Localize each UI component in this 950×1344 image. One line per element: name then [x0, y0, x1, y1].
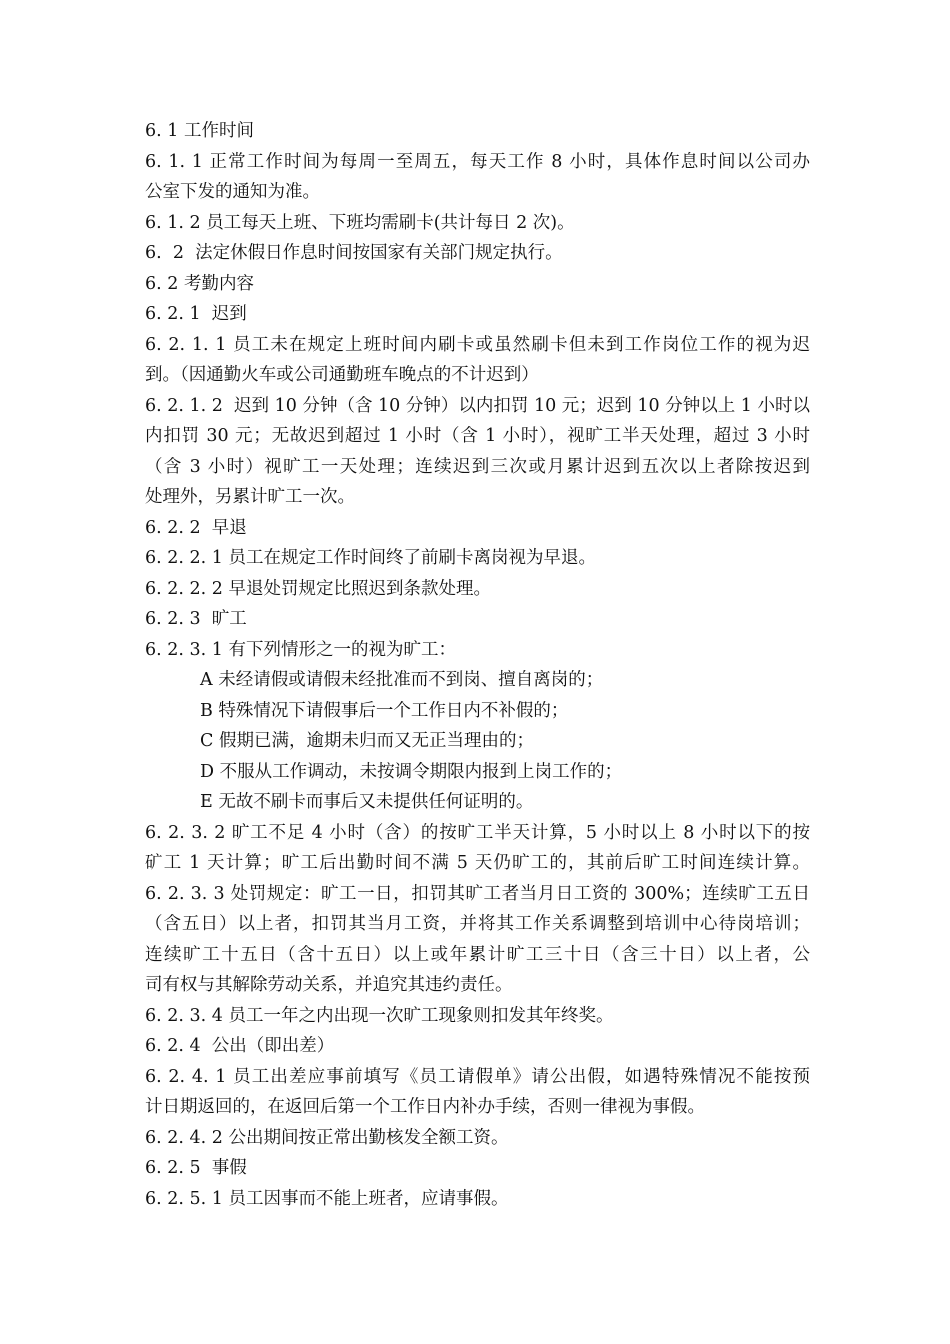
- text-line: （含五日）以上者，扣罚其当月工资，并将其工作关系调整到培训中心待岗培训；: [145, 914, 810, 934]
- text-line: 到。（因通勤火车或公司通勤班车晚点的不计迟到）: [145, 365, 539, 385]
- text-line: 6. 2. 5. 1 员工因事而不能上班者，应请事假。: [145, 1188, 509, 1209]
- document-body: [145, 116, 810, 1214]
- list-item: D 不服从工作调动，未按调令期限内报到上岗工作的；: [200, 761, 623, 782]
- text-line: 6. 2. 3. 3 处罚规定：旷工一日，扣罚其旷工者当月日工资的 300%；连续旷工五日: [145, 883, 810, 904]
- text-line: 6. 2. 3. 1 有下列情形之一的视为旷工：: [145, 639, 456, 660]
- text-line: 6. 2 法定休假日作息时间按国家有关部门规定执行。: [145, 243, 563, 263]
- text-line: 6. 2. 2 早退: [145, 517, 247, 538]
- text-line: 6. 2. 3 旷工: [145, 609, 247, 629]
- text-line: 6. 1 工作时间: [145, 121, 254, 141]
- text-line: 连续旷工十五日（含十五日）以上或年累计旷工三十日（含三十日）以上者，公: [145, 944, 810, 965]
- text-line: 6. 2 考勤内容: [145, 273, 254, 294]
- list-item: B 特殊情况下请假事后一个工作日内不补假的；: [200, 700, 569, 721]
- list-item: C 假期已满，逾期未归而又无正当理由的；: [200, 731, 534, 751]
- text-line: 处理外，另累计旷工一次。: [145, 487, 355, 507]
- text-line: 6. 1. 2 员工每天上班、下班均需刷卡(共计每日 2 次)。: [145, 212, 575, 233]
- text-line: 6. 2. 2. 1 员工在规定工作时间终了前刷卡离岗视为早退。: [145, 548, 596, 568]
- list-item: A 未经请假或请假未经批准而不到岗、擅自离岗的；: [200, 670, 604, 690]
- text-line: 6. 1. 1 正常工作时间为每周一至周五，每天工作 8 小时，具体作息时间以公司办: [145, 151, 810, 172]
- text-line: 内扣罚 30 元；无故迟到超过 1 小时（含 1 小时），视旷工半天处理，超过 3 小时: [145, 426, 810, 446]
- text-line: 公室下发的通知为准。: [145, 182, 320, 202]
- text-line: 6. 2. 1. 1 员工未在规定上班时间内刷卡或虽然刷卡但未到工作岗位工作的视为迟: [145, 334, 810, 355]
- text-line: 6. 2. 1 迟到: [145, 304, 247, 324]
- text-line: 6. 2. 4. 2 公出期间按正常出勤核发全额工资。: [145, 1127, 509, 1148]
- text-line: 司有权与其解除劳动关系，并追究其违约责任。: [145, 975, 513, 995]
- text-line: 计日期返回的，在返回后第一个工作日内补办手续，否则一律视为事假。: [145, 1097, 705, 1117]
- text-line: 6. 2. 2. 2 早退处罚规定比照迟到条款处理。: [145, 578, 491, 599]
- text-line: 6. 2. 4 公出（即出差）: [145, 1036, 335, 1056]
- text-line: 6. 2. 3. 2 旷工不足 4 小时（含）的按旷工半天计算，5 小时以上 8 小时以下的按: [145, 822, 810, 843]
- text-line: 6. 2. 5 事假: [145, 1158, 247, 1178]
- text-line: 矿工 1 天计算；旷工后出勤时间不满 5 天仍旷工的，其前后旷工时间连续计算。: [145, 853, 810, 873]
- text-line: 6. 2. 3. 4 员工一年之内出现一次旷工现象则扣发其年终奖。: [145, 1005, 614, 1026]
- list-item: E 无故不刷卡而事后又未提供任何证明的。: [200, 792, 534, 812]
- text-line: （含 3 小时）视旷工一天处理；连续迟到三次或月累计迟到五次以上者除按迟到: [145, 456, 810, 477]
- text-line: 6. 2. 4. 1 员工出差应事前填写《员工请假单》请公出假，如遇特殊情况不能按预: [145, 1066, 810, 1087]
- text-line: 6. 2. 1. 2 迟到 10 分钟（含 10 分钟）以内扣罚 10 元；迟到 10 分钟以上 1 小时以: [145, 395, 810, 416]
